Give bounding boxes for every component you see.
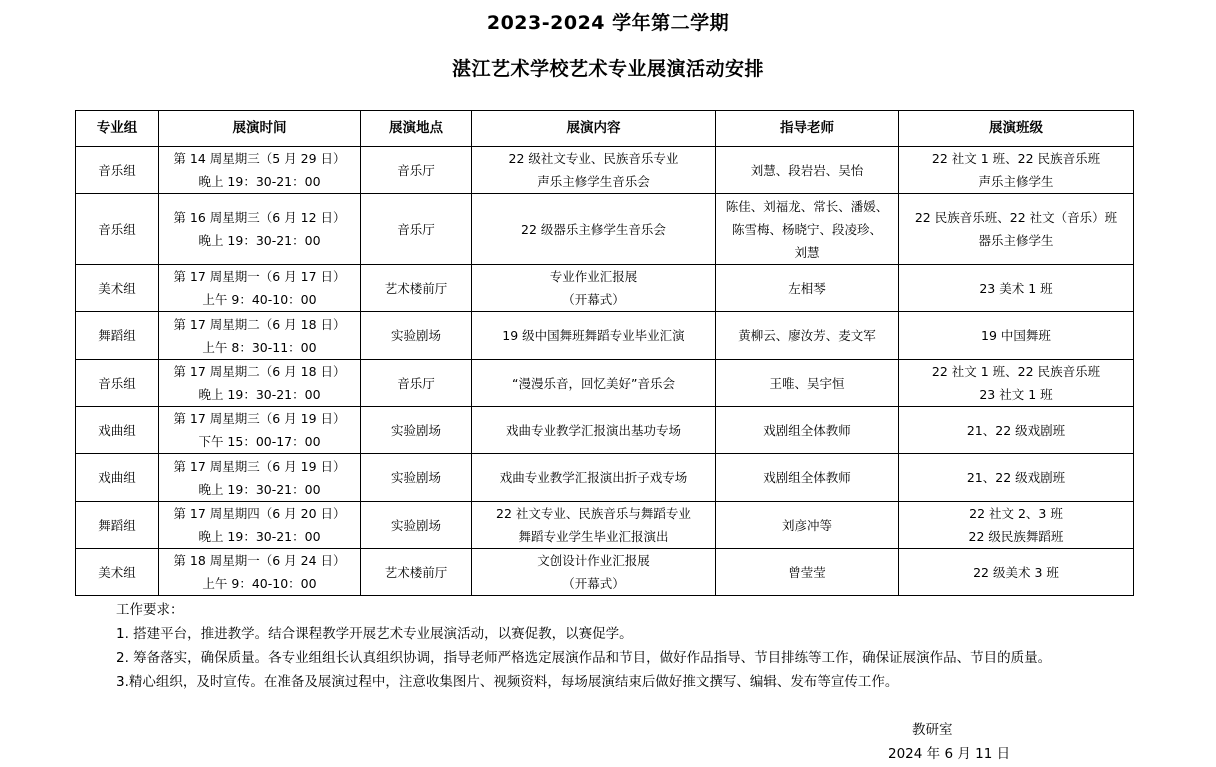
schedule-table (75, 110, 1134, 596)
cell-class-line: 21、22 级戏剧班 (966, 470, 1066, 485)
notes-item: 1. 搭建平台，推进教学。结合课程教学开展艺术专业展演活动，以赛促教，以赛促学。 (116, 626, 633, 642)
cell-class-line: 23 美术 1 班 (979, 280, 1053, 296)
cell-teacher (716, 502, 899, 549)
cell-time (159, 265, 361, 312)
cell-content-line: 19 级中国舞班舞蹈专业毕业汇演 (502, 328, 685, 343)
notes-heading: 工作要求： (116, 602, 184, 618)
cell-class-line: 23 社文 1 班 (979, 387, 1053, 402)
cell-teacher-line: 陈雪梅、杨晓宁、段凌珍、 (731, 221, 882, 237)
cell-content (472, 265, 716, 312)
cell-time-line: 晚上 19：30-21：00 (198, 529, 321, 544)
cell-venue: 实验剧场 (361, 312, 472, 360)
cell-time-line: 下午 15：00-17：00 (198, 434, 321, 449)
signature-date: 2024 年 6 月 11 日 (888, 746, 1011, 762)
cell-class-line: 器乐主修学生 (978, 233, 1054, 248)
cell-group: 音乐组 (76, 360, 159, 407)
cell-class (899, 312, 1134, 360)
cell-class-line: 22 级美术 3 班 (973, 564, 1059, 580)
signature-department: 教研室 (912, 722, 953, 738)
cell-time-line: 第 17 周星期二（6 月 18 日） (173, 364, 346, 379)
title-main: 湛江艺术学校艺术专业展演活动安排 (451, 58, 764, 80)
cell-content-line: 文创设计作业汇报展 (537, 553, 650, 568)
table-row (76, 312, 1134, 360)
cell-teacher-line: 陈佳、刘福龙、常长、潘媛、 (725, 198, 889, 214)
cell-content-line: 戏曲专业教学汇报演出基功专场 (505, 422, 681, 438)
cell-teacher (716, 454, 899, 502)
cell-time (159, 502, 361, 549)
cell-content-line: 专业作业汇报展 (549, 269, 638, 284)
cell-time-line: 上午 8：30-11：00 (202, 339, 317, 355)
cell-content (472, 194, 716, 265)
cell-content (472, 502, 716, 549)
cell-group: 戏曲组 (76, 454, 159, 502)
cell-teacher (716, 147, 899, 194)
cell-class-line: 22 社文 1 班、22 民族音乐班 (931, 151, 1101, 166)
cell-teacher-line: 刘彦冲等 (781, 517, 832, 533)
cell-time-line: 第 14 周星期三（5 月 29 日） (173, 151, 346, 166)
cell-teacher-line: 黄柳云、廖汝芳、麦文军 (738, 328, 876, 343)
cell-teacher (716, 312, 899, 360)
cell-time (159, 549, 361, 596)
cell-venue: 实验剧场 (361, 454, 472, 502)
cell-teacher (716, 265, 899, 312)
cell-teacher-line: 戏剧组全体教师 (763, 422, 851, 438)
cell-venue: 艺术楼前厅 (361, 549, 472, 596)
cell-group: 戏曲组 (76, 407, 159, 454)
cell-time (159, 407, 361, 454)
cell-content-line: 22 社文专业、民族音乐与舞蹈专业 (496, 506, 691, 521)
cell-venue: 实验剧场 (361, 407, 472, 454)
cell-content (472, 549, 716, 596)
header-group: 专业组 (76, 111, 159, 147)
cell-time-line: 第 17 周星期三（6 月 19 日） (173, 458, 346, 474)
cell-group: 音乐组 (76, 194, 159, 265)
cell-content-line: （开幕式） (562, 292, 625, 307)
cell-time (159, 147, 361, 194)
cell-content-line: 22 级器乐主修学生音乐会 (521, 221, 666, 237)
table-row (76, 147, 1134, 194)
cell-content (472, 360, 716, 407)
cell-time-line: 上午 9：40-10：00 (202, 576, 317, 591)
header-venue: 展演地点 (361, 111, 472, 147)
cell-time (159, 194, 361, 265)
cell-teacher-line: 刘慧、段岩岩、吴怡 (750, 162, 864, 178)
cell-group: 美术组 (76, 265, 159, 312)
cell-teacher-line: 戏剧组全体教师 (763, 470, 851, 485)
cell-time (159, 360, 361, 407)
cell-time-line: 第 16 周星期三（6 月 12 日） (173, 210, 346, 225)
header-teacher: 指导老师 (716, 111, 899, 147)
header-content: 展演内容 (472, 111, 716, 147)
cell-class-line: 22 社文 1 班、22 民族音乐班 (931, 364, 1101, 379)
cell-group: 音乐组 (76, 147, 159, 194)
table-row (76, 194, 1134, 265)
cell-group: 舞蹈组 (76, 502, 159, 549)
cell-content (472, 454, 716, 502)
cell-venue: 音乐厅 (361, 360, 472, 407)
cell-venue: 艺术楼前厅 (361, 265, 472, 312)
header-time: 展演时间 (159, 111, 361, 147)
schedule-body (76, 147, 1134, 596)
cell-time-line: 上午 9：40-10：00 (202, 292, 317, 307)
table-row (76, 454, 1134, 502)
cell-teacher-line: 刘慧 (794, 244, 820, 260)
cell-content (472, 312, 716, 360)
cell-group: 舞蹈组 (76, 312, 159, 360)
cell-class (899, 502, 1134, 549)
cell-class-line: 21、22 级戏剧班 (966, 422, 1066, 438)
cell-time-line: 晚上 19：30-21：00 (198, 387, 321, 402)
cell-class-line: 22 级民族舞蹈班 (968, 529, 1064, 544)
cell-class (899, 454, 1134, 502)
notes-item: 2. 筹备落实，确保质量。各专业组组长认真组织协调，指导老师严格选定展演作品和节目，做好作品指导、节目排练等工作，确保证展演作品、节目的质量。 (116, 650, 1052, 666)
cell-teacher (716, 549, 899, 596)
cell-content (472, 147, 716, 194)
cell-class (899, 549, 1134, 596)
cell-time (159, 454, 361, 502)
table-row (76, 265, 1134, 312)
cell-class-line: 声乐主修学生 (978, 174, 1054, 189)
cell-venue: 音乐厅 (361, 147, 472, 194)
table-row (76, 360, 1134, 407)
cell-content-line: 声乐主修学生音乐会 (537, 174, 650, 189)
cell-class (899, 265, 1134, 312)
table-header-row (76, 111, 1134, 147)
cell-teacher-line: 左相琴 (788, 280, 826, 296)
cell-time-line: 晚上 19：30-21：00 (198, 174, 321, 189)
header-class: 展演班级 (899, 111, 1134, 147)
work-requirements (84, 598, 1134, 694)
cell-time-line: 第 18 周星期一（6 月 24 日） (173, 553, 346, 568)
cell-class (899, 360, 1134, 407)
cell-content-line: （开幕式） (562, 576, 625, 591)
cell-time-line: 第 17 周星期四（6 月 20 日） (173, 506, 346, 521)
cell-class-line: 22 社文 2、3 班 (969, 506, 1063, 521)
title-semester: 2023-2024 学年第二学期 (486, 12, 730, 34)
cell-content-line: 舞蹈专业学生毕业汇报演出 (518, 529, 669, 544)
cell-venue: 音乐厅 (361, 194, 472, 265)
cell-teacher (716, 360, 899, 407)
cell-class-line: 19 中国舞班 (981, 328, 1051, 343)
cell-group: 美术组 (76, 549, 159, 596)
cell-content-line: “漫漫乐音，回忆美好”音乐会 (512, 375, 675, 391)
cell-teacher-line: 曾莹莹 (788, 564, 826, 580)
cell-teacher (716, 194, 899, 265)
cell-teacher-line: 王唯、吴宇恒 (769, 375, 845, 391)
cell-class-line: 22 民族音乐班、22 社文（音乐）班 (914, 210, 1118, 225)
cell-class (899, 147, 1134, 194)
cell-time-line: 第 17 周星期二（6 月 18 日） (173, 316, 346, 332)
table-row (76, 502, 1134, 549)
cell-time-line: 第 17 周星期三（6 月 19 日） (173, 411, 346, 426)
cell-content-line: 戏曲专业教学汇报演出折子戏专场 (499, 470, 688, 485)
cell-class (899, 194, 1134, 265)
cell-content-line: 22 级社文专业、民族音乐专业 (508, 151, 679, 166)
cell-time-line: 第 17 周星期一（6 月 17 日） (173, 269, 346, 284)
cell-venue: 实验剧场 (361, 502, 472, 549)
cell-time-line: 晚上 19：30-21：00 (198, 233, 321, 248)
table-row (76, 549, 1134, 596)
cell-content (472, 407, 716, 454)
cell-time (159, 312, 361, 360)
cell-class (899, 407, 1134, 454)
notes-item: 3.精心组织，及时宣传。在准备及展演过程中，注意收集图片、视频资料，每场展演结束后做好推文撰写、编辑、发布等宣传工作。 (116, 674, 899, 690)
table-row (76, 407, 1134, 454)
cell-time-line: 晚上 19：30-21：00 (198, 481, 321, 497)
cell-teacher (716, 407, 899, 454)
